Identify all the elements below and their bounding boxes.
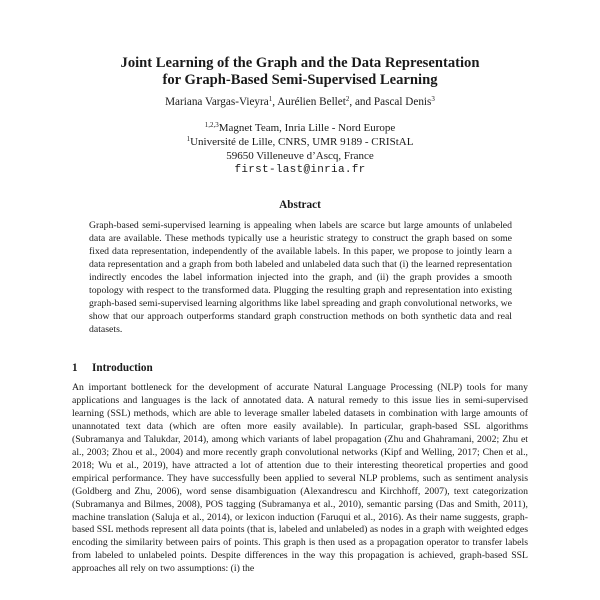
affiliation-mark: 1 [186, 135, 191, 143]
affiliation-line [0, 149, 600, 163]
section-title: Introduction [92, 362, 153, 374]
paper-title-line-2: for Graph-Based Semi-Supervised Learning [162, 72, 438, 88]
abstract-body: Graph-based semi-supervised learning is appealing when labels are scarce but large amounts of unlabeled data are available. These methods typically use a heuristic strategy to construct the graph based on some fixed data representation, independently of the available labels. In this paper, we propose to jointly learn a data representation and a graph from both labeled and unlabeled data such that (i) the learned representation indirectly encodes the label information injected into the graph, and (ii) the graph provides a smooth topology with respect to the transformed data. Plugging the resulting graph and representation into existing graph-based semi-supervised learning algorithms like label spreading and graph convolutional networks, we show that our approach outperforms standard graph construction methods on both synthetic data and real datasets. [89, 220, 512, 335]
affiliation-text: 59650 Villeneuve d’Ascq, France [226, 150, 374, 162]
introduction-body: An important bottleneck for the development of accurate Natural Language Processing (NLP) tools for many applications and languages is the lack of annotated data. A natural remedy to this issue lies in semi-supervised learning (SSL) methods, which are able to leverage smaller labeled datasets in combination with large amounts of unannotated text data (which are often more easily available). In particular, graph-based SSL algorithms (Subramanya and Talukdar, 2014), among which variants of label propagation (Zhu and Ghahramani, 2002; Zhu et al., 2003; Zhou et al., 2004) and more recently graph convolutional networks (Kipf and Welling, 2017; Chen et al., 2018; Wu et al., 2019), have attracted a lot of attention due to their interesting theoretical properties and good empirical performance. They have successfully been applied to several NLP problems, such as sentiment analysis (Goldberg and Zhu, 2006), word sense disambiguation (Alexandrescu and Kirchhoff, 2007), text categorization (Subramanya and Bilmes, 2008), POS tagging (Subramanya et al., 2010), semantic parsing (Das and Smith, 2011), machine translation (Saluja et al., 2014), or lexicon induction (Faruqui et al., 2016). As their name suggests, graph-based SSL methods represent all data points (that is, labeled and unlabeled) as nodes in a graph with weighted edges encoding the similarity between pairs of points. This graph is then used as a propagation operator to transfer labels from labeled to unlabeled points. Despite differences in the way this propagation is achieved, graph-based SSL approaches all rely on two assumptions: (i) the [72, 382, 528, 575]
author-affiliation-mark: 1 [268, 95, 273, 103]
section-heading-introduction [72, 362, 153, 374]
author-name: Aurélien Bellet [277, 96, 346, 108]
author-separator: , [272, 96, 278, 108]
section-number: 1 [72, 362, 78, 374]
affiliation-mark: 1,2,3 [204, 121, 219, 129]
paper-title-line-1: Joint Learning of the Graph and the Data Representation [120, 55, 480, 71]
author-affiliation-mark: 3 [431, 95, 435, 103]
author-separator: , and [349, 96, 374, 108]
author-affiliation-mark: 2 [345, 95, 350, 103]
affiliation-line [0, 121, 600, 135]
abstract-heading: Abstract [279, 199, 321, 211]
affiliation-text: Magnet Team, Inria Lille - Nord Europe [218, 122, 396, 134]
author-name: Pascal Denis [373, 96, 432, 108]
author-name: Mariana Vargas-Vieyra [165, 96, 269, 108]
author-list [0, 96, 600, 108]
affiliation-text: Université de Lille, CNRS, UMR 9189 - CRIStAL [190, 136, 414, 148]
affiliation-line [0, 135, 600, 149]
contact-email[interactable]: first-last@inria.fr [234, 164, 366, 176]
